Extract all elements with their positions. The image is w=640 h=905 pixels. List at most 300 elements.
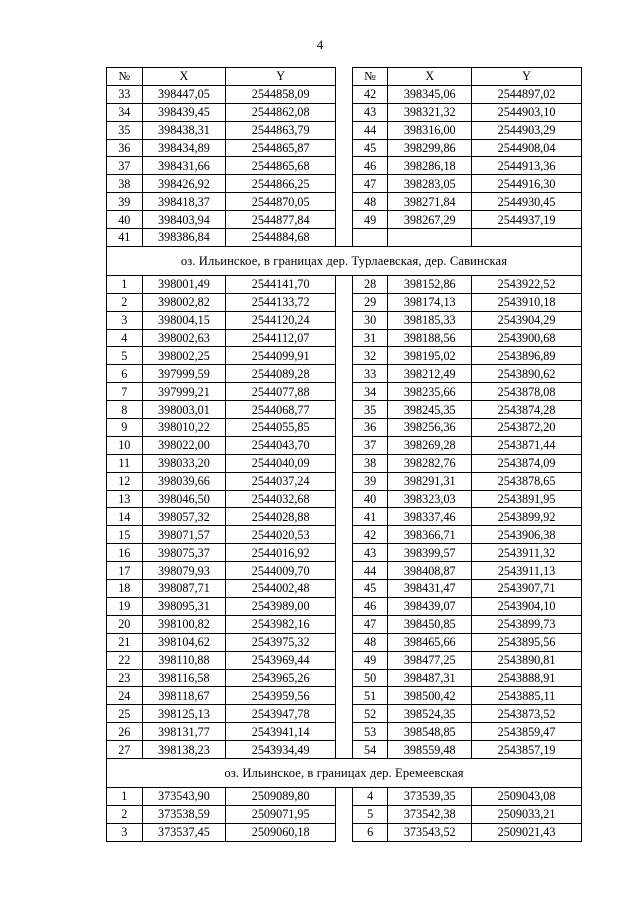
left-y-cell: 2544016,92 — [226, 544, 336, 562]
left-y-cell: 2543975,32 — [226, 633, 336, 651]
right-x-cell: 398256,36 — [388, 419, 472, 437]
right-x-cell: 398559,48 — [388, 741, 472, 759]
right-y-cell: 2544908,04 — [472, 139, 582, 157]
column-gap — [336, 157, 353, 175]
left-x-cell: 398039,66 — [142, 472, 226, 490]
left-y-cell: 2544112,07 — [226, 329, 336, 347]
right-no-cell: 45 — [352, 139, 388, 157]
left-x-cell: 397999,59 — [142, 365, 226, 383]
left-x-cell: 398403,94 — [142, 211, 226, 229]
left-x-cell: 398426,92 — [142, 175, 226, 193]
left-no-cell: 12 — [107, 472, 143, 490]
right-y-cell: 2543922,52 — [472, 275, 582, 293]
table-row — [107, 615, 582, 633]
left-y-cell: 2544089,28 — [226, 365, 336, 383]
column-gap — [336, 454, 353, 472]
right-x-cell: 398337,46 — [388, 508, 472, 526]
right-x-cell: 398477,25 — [388, 651, 472, 669]
right-y-cell: 2543906,38 — [472, 526, 582, 544]
table-row — [107, 723, 582, 741]
left-x-cell: 398071,57 — [142, 526, 226, 544]
right-no-cell: 48 — [352, 633, 388, 651]
left-no-cell: 19 — [107, 597, 143, 615]
right-no-cell: 31 — [352, 329, 388, 347]
left-no-cell: 24 — [107, 687, 143, 705]
right-y-cell: 2543857,19 — [472, 741, 582, 759]
right-no-cell: 47 — [352, 175, 388, 193]
right-x-cell: 398282,76 — [388, 454, 472, 472]
right-no-cell: 4 — [352, 787, 388, 805]
left-y-cell: 2544133,72 — [226, 293, 336, 311]
left-y-cell: 2544028,88 — [226, 508, 336, 526]
right-x-cell: 398269,28 — [388, 436, 472, 454]
left-no-cell: 17 — [107, 562, 143, 580]
header-x-left: X — [142, 68, 226, 86]
right-y-cell: 2509043,08 — [472, 787, 582, 805]
right-x-cell: 398345,06 — [388, 85, 472, 103]
column-gap — [336, 139, 353, 157]
left-y-cell: 2543982,16 — [226, 615, 336, 633]
right-y-cell: 2543885,11 — [472, 687, 582, 705]
right-y-cell: 2543890,81 — [472, 651, 582, 669]
left-no-cell: 10 — [107, 436, 143, 454]
left-no-cell: 39 — [107, 193, 143, 211]
right-no-cell: 45 — [352, 580, 388, 598]
column-gap — [336, 436, 353, 454]
right-no-cell: 46 — [352, 157, 388, 175]
coordinates-table — [106, 67, 582, 842]
left-y-cell: 2543934,49 — [226, 741, 336, 759]
right-x-cell: 398323,03 — [388, 490, 472, 508]
left-x-cell: 398386,84 — [142, 229, 226, 247]
right-x-cell: 398399,57 — [388, 544, 472, 562]
right-x-cell: 398316,00 — [388, 121, 472, 139]
table-row — [107, 419, 582, 437]
right-no-cell: 36 — [352, 419, 388, 437]
column-gap — [336, 705, 353, 723]
right-x-cell: 398245,35 — [388, 401, 472, 419]
right-x-cell: 373542,38 — [388, 805, 472, 823]
right-x-cell: 398152,86 — [388, 275, 472, 293]
left-x-cell: 398022,00 — [142, 436, 226, 454]
table-row — [107, 85, 582, 103]
table-row — [107, 508, 582, 526]
right-y-cell: 2543859,47 — [472, 723, 582, 741]
column-gap — [336, 544, 353, 562]
right-x-cell: 398286,18 — [388, 157, 472, 175]
left-no-cell: 35 — [107, 121, 143, 139]
column-gap — [336, 562, 353, 580]
left-no-cell: 34 — [107, 103, 143, 121]
right-x-cell: 398465,66 — [388, 633, 472, 651]
table-row — [107, 401, 582, 419]
right-x-cell: 398271,84 — [388, 193, 472, 211]
right-y-cell: 2543871,44 — [472, 436, 582, 454]
right-no-cell: 38 — [352, 454, 388, 472]
right-y-cell: 2543899,73 — [472, 615, 582, 633]
column-gap — [336, 121, 353, 139]
right-no-cell: 34 — [352, 383, 388, 401]
left-y-cell: 2544863,79 — [226, 121, 336, 139]
right-x-cell: 398235,66 — [388, 383, 472, 401]
header-y-left: Y — [226, 68, 336, 86]
left-no-cell: 41 — [107, 229, 143, 247]
left-no-cell: 7 — [107, 383, 143, 401]
right-x-cell: 398188,56 — [388, 329, 472, 347]
left-no-cell: 36 — [107, 139, 143, 157]
column-gap — [336, 633, 353, 651]
right-x-cell: 398366,71 — [388, 526, 472, 544]
left-x-cell: 398110,88 — [142, 651, 226, 669]
left-no-cell: 2 — [107, 293, 143, 311]
right-no-cell: 49 — [352, 211, 388, 229]
left-x-cell: 398439,45 — [142, 103, 226, 121]
left-no-cell: 33 — [107, 85, 143, 103]
left-y-cell: 2544099,91 — [226, 347, 336, 365]
right-x-cell: 398195,02 — [388, 347, 472, 365]
right-x-cell: 398321,32 — [388, 103, 472, 121]
table-row — [107, 311, 582, 329]
left-x-cell: 398002,63 — [142, 329, 226, 347]
right-no-cell: 43 — [352, 103, 388, 121]
left-y-cell: 2544877,84 — [226, 211, 336, 229]
column-gap — [336, 103, 353, 121]
column-gap — [336, 526, 353, 544]
right-y-cell: 2543891,95 — [472, 490, 582, 508]
left-x-cell: 373537,45 — [142, 823, 226, 841]
left-no-cell: 14 — [107, 508, 143, 526]
table-row — [107, 157, 582, 175]
column-gap — [336, 805, 353, 823]
right-y-cell: 2543890,62 — [472, 365, 582, 383]
left-no-cell: 18 — [107, 580, 143, 598]
right-no-cell: 37 — [352, 436, 388, 454]
column-gap — [336, 68, 353, 86]
left-x-cell: 398002,82 — [142, 293, 226, 311]
column-gap — [336, 229, 353, 247]
right-no-cell: 48 — [352, 193, 388, 211]
right-x-cell: 398450,85 — [388, 615, 472, 633]
right-no-cell: 32 — [352, 347, 388, 365]
right-no-cell: 43 — [352, 544, 388, 562]
column-gap — [336, 329, 353, 347]
left-y-cell: 2544055,85 — [226, 419, 336, 437]
left-x-cell: 398100,82 — [142, 615, 226, 633]
left-y-cell: 2509089,80 — [226, 787, 336, 805]
left-y-cell: 2509060,18 — [226, 823, 336, 841]
left-no-cell: 5 — [107, 347, 143, 365]
right-no-cell: 53 — [352, 723, 388, 741]
column-gap — [336, 193, 353, 211]
left-x-cell: 398003,01 — [142, 401, 226, 419]
right-no-cell: 6 — [352, 823, 388, 841]
right-y-cell: 2544930,45 — [472, 193, 582, 211]
left-y-cell: 2544865,68 — [226, 157, 336, 175]
right-x-cell: 398267,29 — [388, 211, 472, 229]
table-row — [107, 580, 582, 598]
right-y-cell: 2544916,30 — [472, 175, 582, 193]
column-gap — [336, 687, 353, 705]
left-x-cell: 398118,67 — [142, 687, 226, 705]
right-x-cell: 398174,13 — [388, 293, 472, 311]
left-x-cell: 398438,31 — [142, 121, 226, 139]
right-y-cell: 2543904,29 — [472, 311, 582, 329]
left-no-cell: 11 — [107, 454, 143, 472]
left-y-cell: 2544141,70 — [226, 275, 336, 293]
right-no-cell: 44 — [352, 121, 388, 139]
right-y-cell: 2543910,18 — [472, 293, 582, 311]
right-no-cell: 42 — [352, 85, 388, 103]
right-x-cell: 398291,31 — [388, 472, 472, 490]
right-x-cell: 398487,31 — [388, 669, 472, 687]
right-no-cell: 49 — [352, 651, 388, 669]
left-x-cell: 398138,23 — [142, 741, 226, 759]
right-x-cell — [388, 229, 472, 247]
right-y-cell: 2543888,91 — [472, 669, 582, 687]
left-y-cell: 2544043,70 — [226, 436, 336, 454]
right-y-cell: 2544903,29 — [472, 121, 582, 139]
left-y-cell: 2509071,95 — [226, 805, 336, 823]
table-row — [107, 211, 582, 229]
right-no-cell: 42 — [352, 526, 388, 544]
column-gap — [336, 311, 353, 329]
left-no-cell: 1 — [107, 787, 143, 805]
left-y-cell: 2544032,68 — [226, 490, 336, 508]
left-x-cell: 398431,66 — [142, 157, 226, 175]
left-x-cell: 398104,62 — [142, 633, 226, 651]
table-row — [107, 329, 582, 347]
right-no-cell: 28 — [352, 275, 388, 293]
right-x-cell: 398212,49 — [388, 365, 472, 383]
column-gap — [336, 669, 353, 687]
right-y-cell: 2543872,20 — [472, 419, 582, 437]
column-gap — [336, 723, 353, 741]
header-x-right: X — [388, 68, 472, 86]
left-x-cell: 398046,50 — [142, 490, 226, 508]
right-no-cell: 51 — [352, 687, 388, 705]
table-row — [107, 805, 582, 823]
left-no-cell: 9 — [107, 419, 143, 437]
right-x-cell: 398500,42 — [388, 687, 472, 705]
right-x-cell: 398524,35 — [388, 705, 472, 723]
right-no-cell: 47 — [352, 615, 388, 633]
left-x-cell: 397999,21 — [142, 383, 226, 401]
table-row — [107, 103, 582, 121]
column-gap — [336, 597, 353, 615]
right-y-cell: 2543878,08 — [472, 383, 582, 401]
left-y-cell: 2544858,09 — [226, 85, 336, 103]
right-y-cell: 2544937,19 — [472, 211, 582, 229]
right-x-cell: 398283,05 — [388, 175, 472, 193]
left-y-cell: 2544884,68 — [226, 229, 336, 247]
table-row — [107, 633, 582, 651]
left-no-cell: 15 — [107, 526, 143, 544]
right-y-cell: 2543900,68 — [472, 329, 582, 347]
right-no-cell: 50 — [352, 669, 388, 687]
table-header — [107, 68, 582, 86]
left-y-cell: 2543965,26 — [226, 669, 336, 687]
left-no-cell: 3 — [107, 823, 143, 841]
table-row — [107, 669, 582, 687]
left-x-cell: 398125,13 — [142, 705, 226, 723]
right-y-cell: 2543874,09 — [472, 454, 582, 472]
header-no-left: № — [107, 68, 143, 86]
column-gap — [336, 741, 353, 759]
left-y-cell: 2544870,05 — [226, 193, 336, 211]
left-no-cell: 20 — [107, 615, 143, 633]
left-y-cell: 2544068,77 — [226, 401, 336, 419]
left-y-cell: 2544040,09 — [226, 454, 336, 472]
left-y-cell: 2544866,25 — [226, 175, 336, 193]
column-gap — [336, 472, 353, 490]
right-y-cell: 2543911,32 — [472, 544, 582, 562]
left-x-cell: 373543,90 — [142, 787, 226, 805]
right-no-cell — [352, 229, 388, 247]
left-x-cell: 398002,25 — [142, 347, 226, 365]
left-y-cell: 2543959,56 — [226, 687, 336, 705]
table-row — [107, 490, 582, 508]
column-gap — [336, 175, 353, 193]
table-row — [107, 787, 582, 805]
right-y-cell: 2509033,21 — [472, 805, 582, 823]
right-x-cell: 398185,33 — [388, 311, 472, 329]
right-x-cell: 398548,85 — [388, 723, 472, 741]
left-x-cell: 398057,32 — [142, 508, 226, 526]
right-y-cell: 2543907,71 — [472, 580, 582, 598]
left-no-cell: 16 — [107, 544, 143, 562]
right-x-cell: 398431,47 — [388, 580, 472, 598]
left-no-cell: 26 — [107, 723, 143, 741]
header-y-right: Y — [472, 68, 582, 86]
left-no-cell: 4 — [107, 329, 143, 347]
left-no-cell: 8 — [107, 401, 143, 419]
left-y-cell: 2544037,24 — [226, 472, 336, 490]
table-row — [107, 193, 582, 211]
right-no-cell: 30 — [352, 311, 388, 329]
right-no-cell: 5 — [352, 805, 388, 823]
table-row — [107, 687, 582, 705]
column-gap — [336, 347, 353, 365]
left-y-cell: 2544120,24 — [226, 311, 336, 329]
right-x-cell: 398408,87 — [388, 562, 472, 580]
table-row — [107, 275, 582, 293]
left-x-cell: 398434,89 — [142, 139, 226, 157]
left-y-cell: 2544077,88 — [226, 383, 336, 401]
table-row — [107, 383, 582, 401]
left-x-cell: 398116,58 — [142, 669, 226, 687]
left-no-cell: 40 — [107, 211, 143, 229]
column-gap — [336, 383, 353, 401]
table-row — [107, 562, 582, 580]
table-row — [107, 597, 582, 615]
table-row — [107, 823, 582, 841]
header-no-right: № — [352, 68, 388, 86]
right-no-cell: 44 — [352, 562, 388, 580]
left-no-cell: 25 — [107, 705, 143, 723]
right-no-cell: 52 — [352, 705, 388, 723]
right-x-cell: 398439,07 — [388, 597, 472, 615]
column-gap — [336, 580, 353, 598]
right-x-cell: 373539,35 — [388, 787, 472, 805]
right-y-cell: 2543899,92 — [472, 508, 582, 526]
table-row — [107, 347, 582, 365]
left-x-cell: 398033,20 — [142, 454, 226, 472]
column-gap — [336, 490, 353, 508]
right-x-cell: 373543,52 — [388, 823, 472, 841]
right-no-cell: 41 — [352, 508, 388, 526]
table-row — [107, 544, 582, 562]
right-no-cell: 33 — [352, 365, 388, 383]
table-body — [107, 85, 582, 841]
table-row — [107, 454, 582, 472]
left-no-cell: 6 — [107, 365, 143, 383]
column-gap — [336, 651, 353, 669]
left-x-cell: 373538,59 — [142, 805, 226, 823]
table-row — [107, 293, 582, 311]
left-x-cell: 398087,71 — [142, 580, 226, 598]
left-y-cell: 2543969,44 — [226, 651, 336, 669]
left-no-cell: 21 — [107, 633, 143, 651]
left-no-cell: 22 — [107, 651, 143, 669]
left-no-cell: 1 — [107, 275, 143, 293]
left-x-cell: 398418,37 — [142, 193, 226, 211]
column-gap — [336, 823, 353, 841]
column-gap — [336, 615, 353, 633]
left-y-cell: 2544002,48 — [226, 580, 336, 598]
column-gap — [336, 365, 353, 383]
table-row — [107, 175, 582, 193]
table-row — [107, 139, 582, 157]
column-gap — [336, 508, 353, 526]
left-y-cell: 2544009,70 — [226, 562, 336, 580]
right-y-cell: 2509021,43 — [472, 823, 582, 841]
right-no-cell: 40 — [352, 490, 388, 508]
right-no-cell: 54 — [352, 741, 388, 759]
left-y-cell: 2544865,87 — [226, 139, 336, 157]
column-gap — [336, 85, 353, 103]
left-x-cell: 398131,77 — [142, 723, 226, 741]
right-y-cell: 2543873,52 — [472, 705, 582, 723]
left-x-cell: 398447,05 — [142, 85, 226, 103]
table-row — [107, 121, 582, 139]
right-no-cell: 39 — [352, 472, 388, 490]
right-no-cell: 35 — [352, 401, 388, 419]
right-no-cell: 29 — [352, 293, 388, 311]
right-y-cell: 2544903,10 — [472, 103, 582, 121]
left-no-cell: 3 — [107, 311, 143, 329]
left-y-cell: 2543947,78 — [226, 705, 336, 723]
column-gap — [336, 275, 353, 293]
column-gap — [336, 293, 353, 311]
right-y-cell: 2543911,13 — [472, 562, 582, 580]
right-y-cell: 2544913,36 — [472, 157, 582, 175]
section-title: оз. Ильинское, в границах дер. Еремеевская — [107, 758, 582, 787]
table-row — [107, 229, 582, 247]
section-title-row — [107, 246, 582, 275]
column-gap — [336, 211, 353, 229]
left-x-cell: 398004,15 — [142, 311, 226, 329]
right-no-cell: 46 — [352, 597, 388, 615]
left-no-cell: 27 — [107, 741, 143, 759]
left-y-cell: 2543989,00 — [226, 597, 336, 615]
left-x-cell: 398075,37 — [142, 544, 226, 562]
table-row — [107, 705, 582, 723]
right-y-cell: 2543896,89 — [472, 347, 582, 365]
table-row — [107, 472, 582, 490]
left-no-cell: 13 — [107, 490, 143, 508]
section-title: оз. Ильинское, в границах дер. Турлаевская, дер. Савинская — [107, 246, 582, 275]
table-row — [107, 365, 582, 383]
